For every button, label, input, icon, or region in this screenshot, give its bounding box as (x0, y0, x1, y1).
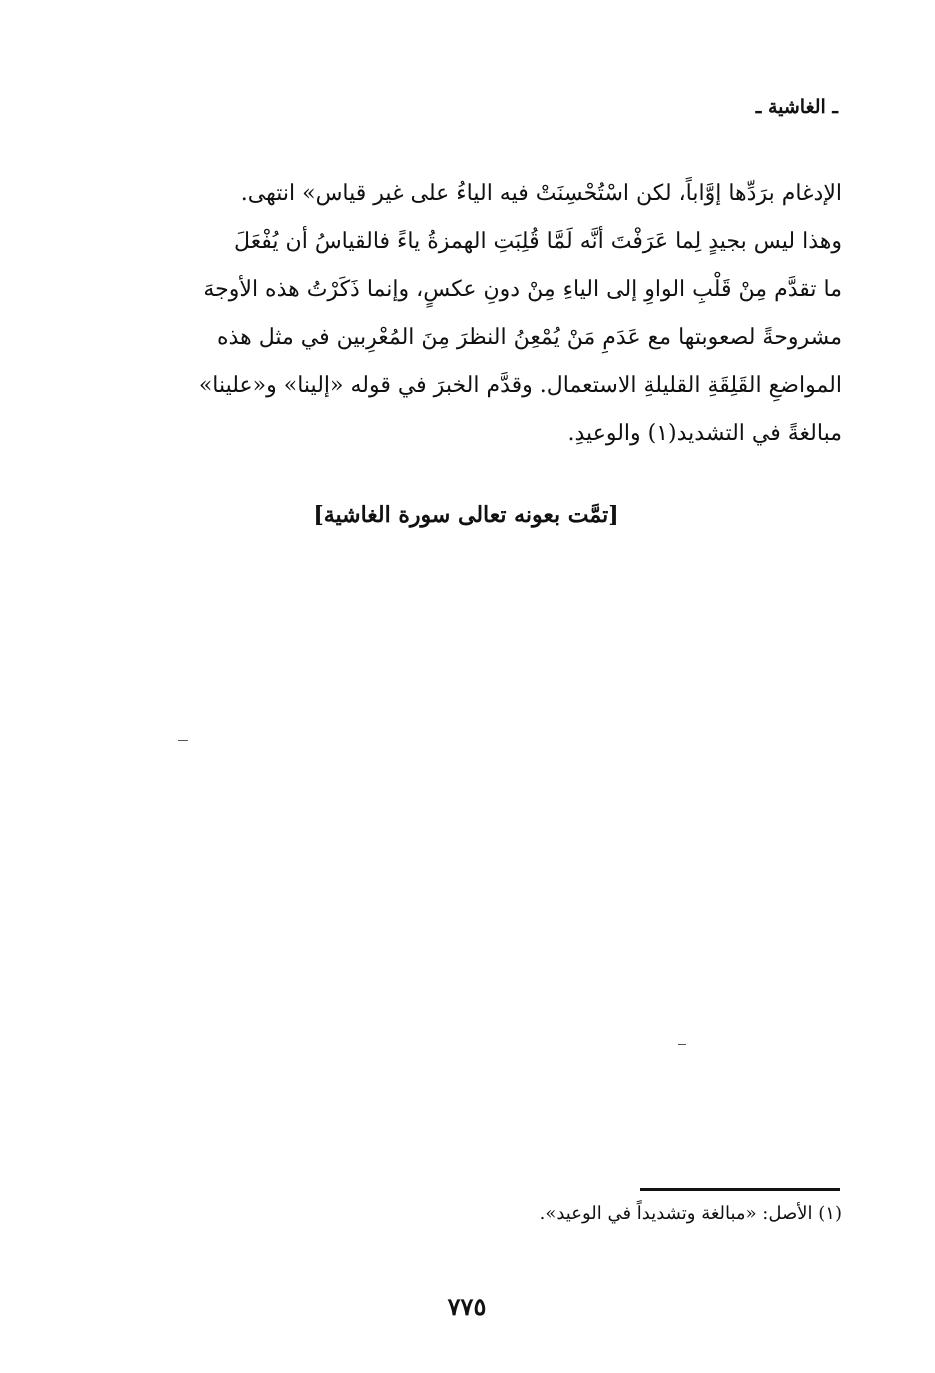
body-line: مبالغةً في التشديد(١) والوعيدِ. (567, 421, 842, 446)
footnote: (١) الأصل: «مبالغة وتشديداً في الوعيد». (539, 1203, 842, 1224)
body-line: الإدغام برَدِّها إوَّاباً، لكن اسْتُحْسِنَتْ فيه الياءُ على غير قياس» انتهى. (240, 181, 842, 206)
body-line: ما تقدَّم مِنْ قَلْبِ الواوِ إلى الياءِ مِنْ دونِ عكسٍ، وإنما ذَكَرْتُ هذه الأوجهَ (203, 277, 842, 302)
footnote-divider (640, 1188, 840, 1191)
body-line: المواضعِ القَلِقَةِ القليلةِ الاستعمال. وقدَّم الخبرَ في قوله «إلينا» و«علينا» (198, 373, 842, 398)
body-line: مشروحةً لصعوبتها مع عَدَمِ مَنْ يُمْعِنُ النظرَ مِنَ المُعْرِبين في مثل هذه (217, 325, 842, 350)
running-header: ـ الغاشية ـ (755, 96, 838, 118)
scan-speck (178, 740, 188, 741)
page-number: ٧٧٥ (447, 1292, 487, 1321)
body-text (90, 170, 842, 458)
body-line: وهذا ليس بجيدٍ لِما عَرَفْتَ أنَّه لَمَّا قُلِبَتِ الهمزةُ ياءً فالقياسُ أن يُفْعَلَ (234, 229, 842, 254)
surah-closing-note: [تمَّت بعونه تعالى سورة الغاشية] (313, 502, 619, 528)
scan-speck (678, 1044, 686, 1045)
